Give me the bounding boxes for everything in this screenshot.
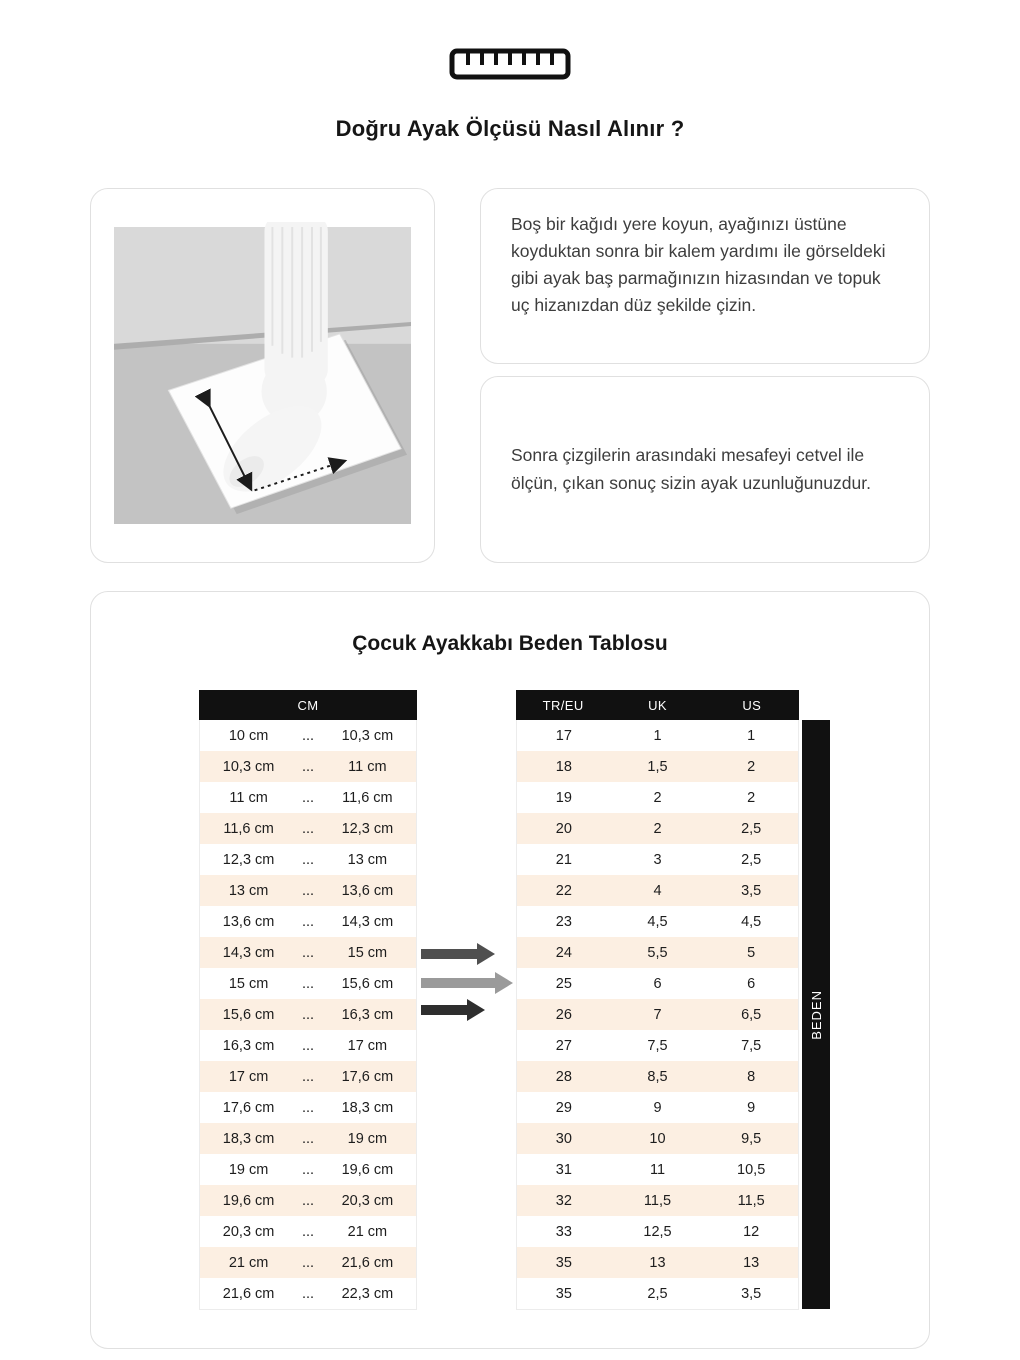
range-dots-cell: ... [301, 727, 315, 744]
us-cell: 7,5 [741, 1037, 762, 1054]
cm-from-cell: 11 cm [229, 789, 268, 806]
foot-measurement-image [114, 222, 411, 529]
cm-from-cell: 17 cm [228, 1068, 269, 1085]
cm-table-row [200, 1061, 416, 1092]
us-cell: 5 [747, 944, 756, 961]
cm-to-cell: 21,6 cm [341, 1254, 394, 1271]
instruction-cards [480, 188, 930, 563]
tr-eu-cell: 21 [555, 851, 572, 868]
cm-to-cell: 20,3 cm [341, 1192, 394, 1209]
right-arrows-icon [417, 942, 516, 1027]
us-cell: 1 [747, 727, 756, 744]
tr-eu-cell: 19 [555, 789, 572, 806]
range-dots-cell: ... [301, 851, 315, 868]
range-dots-cell: ... [301, 882, 315, 899]
instruction-step-1-card [480, 188, 930, 364]
cm-from-cell: 18,3 cm [222, 1130, 275, 1147]
us-cell: 2 [747, 789, 756, 806]
howto-section [90, 188, 930, 563]
cm-table-row [200, 1185, 416, 1216]
range-dots-cell: ... [301, 1037, 315, 1054]
cm-table [199, 690, 417, 1310]
cm-to-cell: 10,3 cm [341, 727, 394, 744]
uk-cell: 11,5 [643, 1192, 672, 1209]
page-title: Doğru Ayak Ölçüsü Nasıl Alınır ? [335, 116, 685, 141]
cm-to-cell: 11,6 cm [342, 789, 393, 806]
cm-from-cell: 16,3 cm [222, 1037, 275, 1054]
cm-table-row [200, 1092, 416, 1123]
intl-size-table-row [517, 1247, 798, 1278]
cm-from-cell: 13 cm [228, 882, 269, 899]
cm-to-cell: 22,3 cm [341, 1285, 394, 1302]
cm-from-cell: 21,6 cm [222, 1285, 275, 1302]
intl-size-table-row [517, 1278, 798, 1309]
cm-from-cell: 17,6 cm [222, 1099, 275, 1116]
intl-size-table-row [517, 720, 798, 751]
cm-from-cell: 19,6 cm [222, 1192, 275, 1209]
instruction-step-1-text: Boş bir kağıdı yere koyun, ayağınızı üstüne koyduktan sonra bir kalem yardımı ile görseldeki gibi ayak baş parmağınızın hizasından ve topuk uç hizanızdan düz şekilde çizin. [511, 214, 886, 316]
intl-size-table-row [517, 1185, 798, 1216]
cm-from-cell: 10,3 cm [222, 758, 275, 775]
cm-from-cell: 20,3 cm [222, 1223, 275, 1240]
range-dots-cell: ... [301, 913, 315, 930]
cm-table-row [200, 844, 416, 875]
uk-cell: 7 [653, 1006, 662, 1023]
us-cell: 2,5 [741, 820, 762, 837]
cm-from-cell: 13,6 cm [222, 913, 275, 930]
tr-eu-cell: 27 [555, 1037, 572, 1054]
cm-to-cell: 17,6 cm [341, 1068, 394, 1085]
range-dots-cell: ... [301, 975, 315, 992]
col-header-us: US [742, 697, 762, 713]
range-dots-cell: ... [301, 1006, 315, 1023]
us-cell: 2 [747, 758, 756, 775]
cm-from-cell: 15 cm [228, 975, 269, 992]
cm-table-row [200, 999, 416, 1030]
cm-to-cell: 13,6 cm [341, 882, 394, 899]
uk-cell: 10 [649, 1130, 666, 1147]
tr-eu-cell: 22 [555, 882, 572, 899]
cm-table-row [200, 1247, 416, 1278]
cm-table-row [200, 968, 416, 999]
range-dots-cell: ... [301, 1161, 315, 1178]
tables-wrap [91, 690, 929, 1310]
uk-cell: 5,5 [647, 944, 668, 961]
intl-size-table-row [517, 1030, 798, 1061]
us-cell: 10,5 [737, 1161, 766, 1178]
range-dots-cell: ... [301, 758, 315, 775]
intl-size-table-row [517, 1123, 798, 1154]
size-table-card [90, 591, 930, 1349]
cm-to-cell: 11 cm [348, 758, 387, 775]
cm-from-cell: 11,6 cm [223, 820, 274, 837]
tr-eu-cell: 25 [555, 975, 572, 992]
cm-table-row [200, 875, 416, 906]
tr-eu-cell: 28 [555, 1068, 572, 1085]
range-dots-cell: ... [301, 1099, 315, 1116]
intl-size-table-row [517, 999, 798, 1030]
tr-eu-cell: 23 [555, 913, 572, 930]
intl-size-table-row [517, 782, 798, 813]
tr-eu-cell: 17 [555, 727, 572, 744]
cm-to-cell: 19 cm [347, 1130, 388, 1147]
foot-measurement-image-card [90, 188, 435, 563]
intl-size-table-body [516, 720, 799, 1310]
uk-cell: 2,5 [647, 1285, 668, 1302]
us-cell: 8 [747, 1068, 756, 1085]
cm-to-cell: 12,3 cm [341, 820, 394, 837]
us-cell: 12 [743, 1223, 760, 1240]
intl-size-table-row [517, 875, 798, 906]
uk-cell: 4 [653, 882, 662, 899]
uk-cell: 3 [653, 851, 662, 868]
cm-to-cell: 15 cm [347, 944, 388, 961]
cm-table-row [200, 1154, 416, 1185]
uk-cell: 6 [653, 975, 662, 992]
cm-table-row [200, 1030, 416, 1061]
range-dots-cell: ... [301, 1068, 315, 1085]
range-dots-cell: ... [301, 1285, 315, 1302]
tr-eu-cell: 29 [555, 1099, 572, 1116]
beden-sidebar [802, 720, 830, 1309]
intl-size-table-row [517, 813, 798, 844]
tr-eu-cell: 35 [555, 1254, 572, 1271]
intl-size-table-row [517, 844, 798, 875]
cm-table-header: CM [199, 690, 417, 720]
intl-size-table-row [517, 1061, 798, 1092]
uk-cell: 1,5 [647, 758, 668, 775]
intl-size-table-row [517, 751, 798, 782]
range-dots-cell: ... [301, 789, 315, 806]
tr-eu-cell: 24 [555, 944, 572, 961]
cm-table-row [200, 1278, 416, 1309]
cm-table-row [200, 751, 416, 782]
cm-from-cell: 12,3 cm [222, 851, 275, 868]
tr-eu-cell: 32 [555, 1192, 572, 1209]
beden-label: BEDEN [808, 989, 824, 1040]
cm-table-row [200, 782, 416, 813]
intl-size-table-header [516, 690, 799, 720]
instruction-step-2-card [480, 376, 930, 563]
cm-to-cell: 21 cm [347, 1223, 388, 1240]
tr-eu-cell: 18 [555, 758, 572, 775]
intl-size-table-row [517, 968, 798, 999]
cm-table-row [200, 906, 416, 937]
uk-cell: 1 [653, 727, 662, 744]
tr-eu-cell: 31 [555, 1161, 572, 1178]
cm-from-cell: 14,3 cm [222, 944, 275, 961]
col-header-tr-eu: TR/EU [542, 697, 584, 713]
intl-size-table-row [517, 1216, 798, 1247]
uk-cell: 11 [649, 1161, 666, 1178]
uk-cell: 4,5 [647, 913, 668, 930]
range-dots-cell: ... [301, 1130, 315, 1147]
cm-table-row [200, 720, 416, 751]
range-dots-cell: ... [301, 1192, 315, 1209]
tr-eu-cell: 33 [555, 1223, 572, 1240]
range-dots-cell: ... [301, 1254, 315, 1271]
cm-from-cell: 10 cm [228, 727, 269, 744]
intl-size-table-row [517, 1092, 798, 1123]
cm-table-row [200, 1216, 416, 1247]
uk-cell: 7,5 [647, 1037, 668, 1054]
us-cell: 13 [743, 1254, 760, 1271]
range-dots-cell: ... [301, 944, 315, 961]
tr-eu-cell: 20 [555, 820, 572, 837]
cm-to-cell: 13 cm [347, 851, 388, 868]
intl-size-table-row [517, 1154, 798, 1185]
us-cell: 9,5 [741, 1130, 762, 1147]
cm-from-cell: 21 cm [228, 1254, 269, 1271]
uk-cell: 12,5 [643, 1223, 672, 1240]
us-cell: 6 [747, 975, 756, 992]
size-table-title: Çocuk Ayakkabı Beden Tablosu [352, 632, 668, 655]
us-cell: 3,5 [741, 882, 762, 899]
us-cell: 2,5 [741, 851, 762, 868]
cm-to-cell: 15,6 cm [341, 975, 394, 992]
uk-cell: 13 [649, 1254, 666, 1271]
cm-to-cell: 16,3 cm [341, 1006, 394, 1023]
cm-to-cell: 18,3 cm [341, 1099, 394, 1116]
cm-to-cell: 14,3 cm [341, 913, 394, 930]
range-dots-cell: ... [301, 1223, 315, 1240]
uk-cell: 9 [653, 1099, 662, 1116]
cm-to-cell: 19,6 cm [341, 1161, 394, 1178]
cm-table-row [200, 937, 416, 968]
us-cell: 3,5 [741, 1285, 762, 1302]
cm-table-body [199, 720, 417, 1310]
uk-cell: 8,5 [647, 1068, 668, 1085]
cm-from-cell: 15,6 cm [222, 1006, 275, 1023]
tr-eu-cell: 26 [555, 1006, 572, 1023]
us-cell: 11,5 [737, 1192, 765, 1209]
ruler-icon [0, 0, 1020, 80]
cm-from-cell: 19 cm [228, 1161, 269, 1178]
tr-eu-cell: 30 [555, 1130, 572, 1147]
tr-eu-cell: 35 [555, 1285, 572, 1302]
cm-table-row [200, 1123, 416, 1154]
intl-size-table-row [517, 937, 798, 968]
uk-cell: 2 [653, 789, 662, 806]
range-dots-cell: ... [301, 820, 315, 837]
cm-to-cell: 17 cm [347, 1037, 388, 1054]
table-arrows-area [417, 690, 516, 1309]
instruction-step-2-text: Sonra çizgilerin arasındaki mesafeyi cetvel ile ölçün, çıkan sonuç sizin ayak uzunluğunuzdur. [511, 445, 871, 493]
intl-size-table [516, 690, 799, 1310]
intl-size-table-row [517, 906, 798, 937]
us-cell: 9 [747, 1099, 756, 1116]
uk-cell: 2 [653, 820, 662, 837]
us-cell: 6,5 [741, 1006, 762, 1023]
cm-table-row [200, 813, 416, 844]
col-header-uk: UK [648, 697, 667, 713]
us-cell: 4,5 [741, 913, 762, 930]
